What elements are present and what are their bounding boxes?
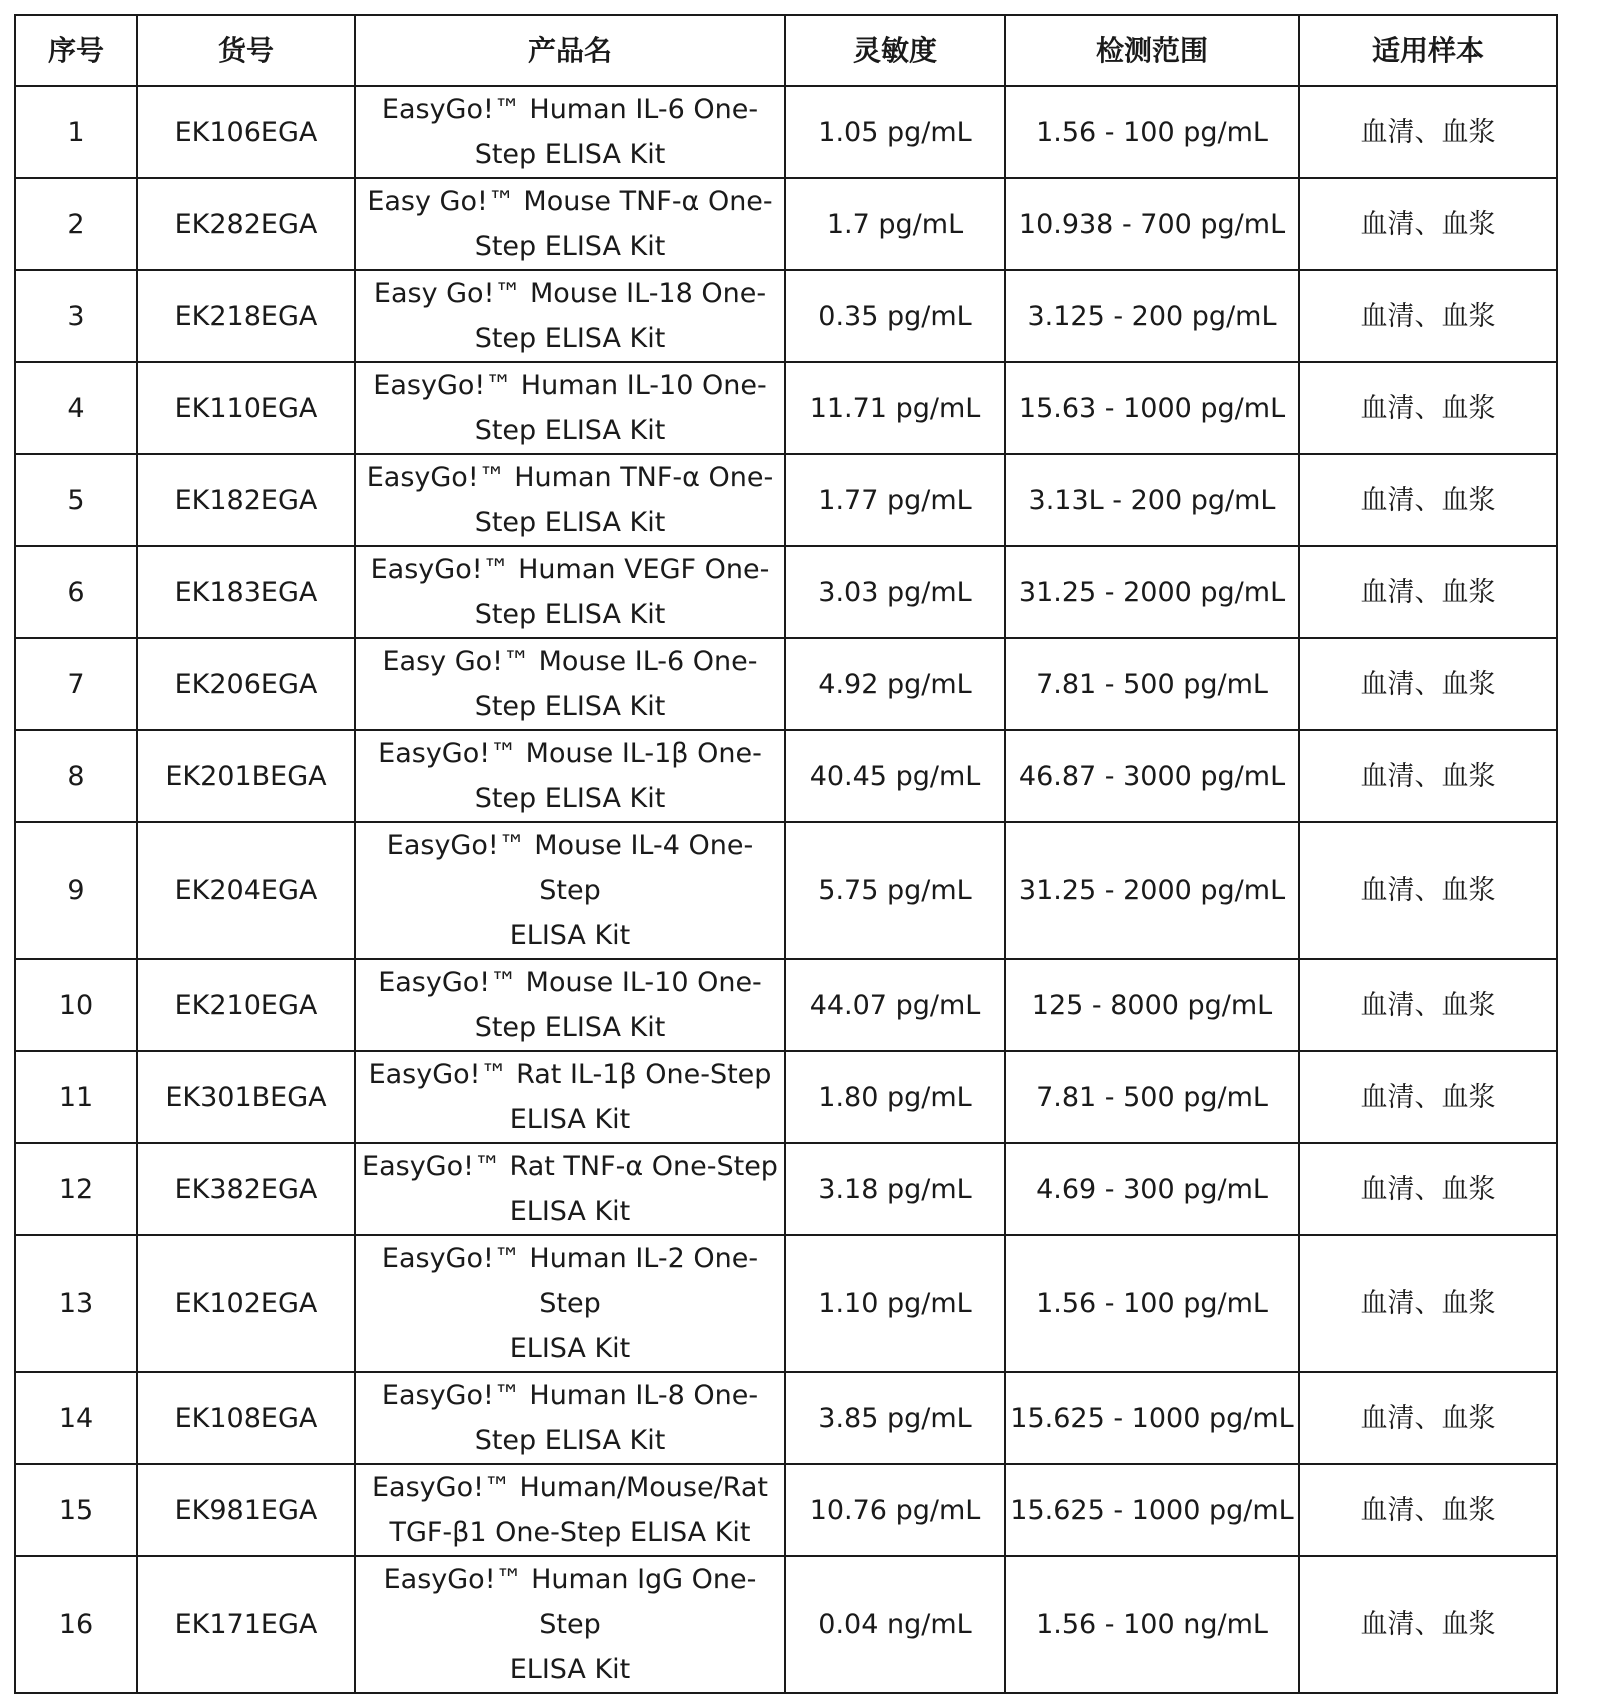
- cell-catalog: EK106EGA: [137, 86, 355, 178]
- cell-sensitivity: 11.71 pg/mL: [785, 362, 1005, 454]
- header-sample: 适用样本: [1299, 15, 1557, 86]
- table-row: [15, 1556, 1557, 1693]
- table-row: [15, 730, 1557, 822]
- cell-product-name: [355, 638, 785, 730]
- table-row: [15, 86, 1557, 178]
- product-table-container: [14, 14, 1558, 1694]
- product-table: [14, 14, 1558, 1694]
- cell-catalog: EK301BEGA: [137, 1051, 355, 1143]
- product-name-line-2: Step ELISA Kit: [474, 139, 666, 170]
- cell-seq: 4: [15, 362, 137, 454]
- product-name-line-2: Step ELISA Kit: [474, 415, 666, 446]
- cell-sample: 血清、血浆: [1299, 546, 1557, 638]
- cell-sensitivity: 40.45 pg/mL: [785, 730, 1005, 822]
- cell-seq: 6: [15, 546, 137, 638]
- cell-catalog: EK102EGA: [137, 1235, 355, 1372]
- cell-catalog: EK110EGA: [137, 362, 355, 454]
- cell-sample: 血清、血浆: [1299, 1143, 1557, 1235]
- cell-range: 46.87 - 3000 pg/mL: [1005, 730, 1299, 822]
- table-row: [15, 362, 1557, 454]
- cell-sample: 血清、血浆: [1299, 822, 1557, 959]
- product-name-line-2: ELISA Kit: [509, 1654, 631, 1685]
- cell-sensitivity: 3.18 pg/mL: [785, 1143, 1005, 1235]
- product-name-line-2: ELISA Kit: [509, 1104, 631, 1135]
- header-range: 检测范围: [1005, 15, 1299, 86]
- table-header-row: [15, 15, 1557, 86]
- table-row: [15, 822, 1557, 959]
- header-product-name: 产品名: [355, 15, 785, 86]
- cell-seq: 16: [15, 1556, 137, 1693]
- cell-sample: 血清、血浆: [1299, 86, 1557, 178]
- cell-range: 3.13L - 200 pg/mL: [1005, 454, 1299, 546]
- product-name-line-2: Step ELISA Kit: [474, 691, 666, 722]
- cell-seq: 3: [15, 270, 137, 362]
- product-name-line-2: Step ELISA Kit: [474, 231, 666, 262]
- cell-product-name: [355, 362, 785, 454]
- product-name-line-1: EasyGo!™ Mouse IL-4 One-Step: [386, 830, 754, 906]
- cell-sample: 血清、血浆: [1299, 730, 1557, 822]
- cell-catalog: EK210EGA: [137, 959, 355, 1051]
- cell-sensitivity: 3.85 pg/mL: [785, 1372, 1005, 1464]
- product-name-line-2: TGF-β1 One-Step ELISA Kit: [389, 1517, 751, 1548]
- cell-range: 10.938 - 700 pg/mL: [1005, 178, 1299, 270]
- cell-range: 1.56 - 100 pg/mL: [1005, 1235, 1299, 1372]
- header-seq: 序号: [15, 15, 137, 86]
- cell-product-name: [355, 454, 785, 546]
- cell-product-name: [355, 546, 785, 638]
- cell-seq: 5: [15, 454, 137, 546]
- cell-product-name: [355, 270, 785, 362]
- product-name-line-1: EasyGo!™ Human VEGF One-: [370, 554, 770, 585]
- table-row: [15, 1143, 1557, 1235]
- product-name-line-2: Step ELISA Kit: [474, 1012, 666, 1043]
- cell-catalog: EK382EGA: [137, 1143, 355, 1235]
- cell-product-name: [355, 1143, 785, 1235]
- cell-product-name: [355, 86, 785, 178]
- cell-catalog: EK218EGA: [137, 270, 355, 362]
- cell-catalog: EK201BEGA: [137, 730, 355, 822]
- product-name-line-1: EasyGo!™ Rat TNF-α One-Step: [362, 1151, 778, 1182]
- product-name-line-1: Easy Go!™ Mouse IL-18 One-: [373, 278, 767, 309]
- table-body: [15, 86, 1557, 1693]
- cell-sensitivity: 1.05 pg/mL: [785, 86, 1005, 178]
- product-name-line-1: EasyGo!™ Mouse IL-10 One-: [378, 967, 762, 998]
- table-row: [15, 959, 1557, 1051]
- cell-product-name: [355, 1372, 785, 1464]
- cell-sensitivity: 1.7 pg/mL: [785, 178, 1005, 270]
- cell-range: 15.625 - 1000 pg/mL: [1005, 1372, 1299, 1464]
- cell-catalog: EK204EGA: [137, 822, 355, 959]
- cell-sample: 血清、血浆: [1299, 959, 1557, 1051]
- cell-range: 3.125 - 200 pg/mL: [1005, 270, 1299, 362]
- cell-sensitivity: 10.76 pg/mL: [785, 1464, 1005, 1556]
- cell-sensitivity: 3.03 pg/mL: [785, 546, 1005, 638]
- cell-sample: 血清、血浆: [1299, 1556, 1557, 1693]
- cell-catalog: EK182EGA: [137, 454, 355, 546]
- table-row: [15, 1051, 1557, 1143]
- cell-product-name: [355, 822, 785, 959]
- product-name-line-2: Step ELISA Kit: [474, 599, 666, 630]
- product-name-line-2: Step ELISA Kit: [474, 507, 666, 538]
- cell-sensitivity: 1.80 pg/mL: [785, 1051, 1005, 1143]
- cell-range: 125 - 8000 pg/mL: [1005, 959, 1299, 1051]
- cell-catalog: EK183EGA: [137, 546, 355, 638]
- cell-sensitivity: 1.10 pg/mL: [785, 1235, 1005, 1372]
- product-name-line-2: ELISA Kit: [509, 1333, 631, 1364]
- cell-sensitivity: 4.92 pg/mL: [785, 638, 1005, 730]
- table-row: [15, 178, 1557, 270]
- cell-product-name: [355, 1051, 785, 1143]
- product-name-line-1: EasyGo!™ Human IL-6 One-: [381, 94, 759, 125]
- cell-catalog: EK981EGA: [137, 1464, 355, 1556]
- product-name-line-2: Step ELISA Kit: [474, 323, 666, 354]
- cell-product-name: [355, 959, 785, 1051]
- cell-sensitivity: 0.04 ng/mL: [785, 1556, 1005, 1693]
- table-row: [15, 546, 1557, 638]
- cell-seq: 9: [15, 822, 137, 959]
- product-name-line-1: Easy Go!™ Mouse TNF-α One-: [367, 186, 773, 217]
- cell-sample: 血清、血浆: [1299, 638, 1557, 730]
- cell-sample: 血清、血浆: [1299, 1464, 1557, 1556]
- table-row: [15, 270, 1557, 362]
- cell-range: 15.63 - 1000 pg/mL: [1005, 362, 1299, 454]
- cell-range: 31.25 - 2000 pg/mL: [1005, 546, 1299, 638]
- cell-catalog: EK171EGA: [137, 1556, 355, 1693]
- product-name-line-1: EasyGo!™ Rat IL-1β One-Step: [368, 1059, 772, 1090]
- product-name-line-1: EasyGo!™ Human/Mouse/Rat: [372, 1472, 768, 1503]
- cell-seq: 7: [15, 638, 137, 730]
- cell-range: 15.625 - 1000 pg/mL: [1005, 1464, 1299, 1556]
- cell-range: 1.56 - 100 pg/mL: [1005, 86, 1299, 178]
- cell-seq: 14: [15, 1372, 137, 1464]
- cell-sensitivity: 0.35 pg/mL: [785, 270, 1005, 362]
- product-name-line-2: Step ELISA Kit: [474, 1425, 666, 1456]
- cell-seq: 12: [15, 1143, 137, 1235]
- cell-range: 4.69 - 300 pg/mL: [1005, 1143, 1299, 1235]
- product-name-line-1: EasyGo!™ Human IL-2 One-Step: [381, 1243, 759, 1319]
- cell-sample: 血清、血浆: [1299, 454, 1557, 546]
- cell-sample: 血清、血浆: [1299, 1235, 1557, 1372]
- header-catalog: 货号: [137, 15, 355, 86]
- cell-range: 7.81 - 500 pg/mL: [1005, 638, 1299, 730]
- table-row: [15, 454, 1557, 546]
- cell-sample: 血清、血浆: [1299, 178, 1557, 270]
- header-sensitivity: 灵敏度: [785, 15, 1005, 86]
- cell-product-name: [355, 1235, 785, 1372]
- cell-sample: 血清、血浆: [1299, 1051, 1557, 1143]
- cell-seq: 15: [15, 1464, 137, 1556]
- cell-sensitivity: 1.77 pg/mL: [785, 454, 1005, 546]
- product-name-line-1: Easy Go!™ Mouse IL-6 One-: [382, 646, 758, 677]
- cell-product-name: [355, 730, 785, 822]
- cell-catalog: EK206EGA: [137, 638, 355, 730]
- cell-seq: 10: [15, 959, 137, 1051]
- cell-sample: 血清、血浆: [1299, 362, 1557, 454]
- cell-sample: 血清、血浆: [1299, 1372, 1557, 1464]
- product-name-line-2: Step ELISA Kit: [474, 783, 666, 814]
- cell-range: 31.25 - 2000 pg/mL: [1005, 822, 1299, 959]
- cell-sensitivity: 44.07 pg/mL: [785, 959, 1005, 1051]
- cell-range: 7.81 - 500 pg/mL: [1005, 1051, 1299, 1143]
- product-name-line-1: EasyGo!™ Mouse IL-1β One-: [378, 738, 762, 769]
- product-name-line-2: ELISA Kit: [509, 1196, 631, 1227]
- product-name-line-1: EasyGo!™ Human TNF-α One-: [366, 462, 774, 493]
- table-row: [15, 638, 1557, 730]
- cell-seq: 1: [15, 86, 137, 178]
- product-name-line-1: EasyGo!™ Human IL-10 One-: [373, 370, 767, 401]
- table-row: [15, 1235, 1557, 1372]
- cell-seq: 11: [15, 1051, 137, 1143]
- cell-catalog: EK108EGA: [137, 1372, 355, 1464]
- product-name-line-2: ELISA Kit: [509, 920, 631, 951]
- cell-product-name: [355, 178, 785, 270]
- cell-seq: 2: [15, 178, 137, 270]
- cell-product-name: [355, 1464, 785, 1556]
- product-name-line-1: EasyGo!™ Human IL-8 One-: [381, 1380, 759, 1411]
- cell-seq: 8: [15, 730, 137, 822]
- cell-catalog: EK282EGA: [137, 178, 355, 270]
- cell-range: 1.56 - 100 ng/mL: [1005, 1556, 1299, 1693]
- table-row: [15, 1464, 1557, 1556]
- product-name-line-1: EasyGo!™ Human IgG One-Step: [383, 1564, 757, 1640]
- cell-product-name: [355, 1556, 785, 1693]
- cell-sensitivity: 5.75 pg/mL: [785, 822, 1005, 959]
- table-row: [15, 1372, 1557, 1464]
- cell-seq: 13: [15, 1235, 137, 1372]
- cell-sample: 血清、血浆: [1299, 270, 1557, 362]
